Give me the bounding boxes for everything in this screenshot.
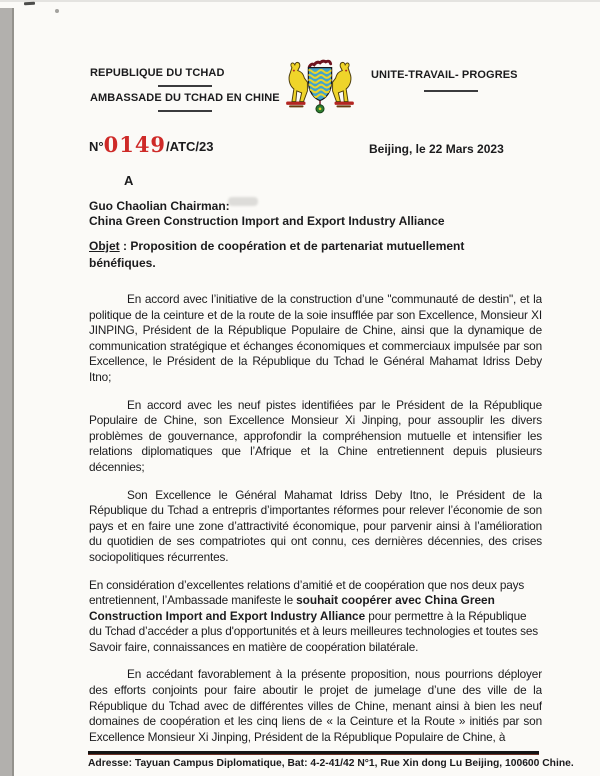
recipient-block bbox=[89, 199, 445, 229]
national-motto: UNITE-TRAVAIL- PROGRES bbox=[371, 69, 518, 81]
scan-top-edge bbox=[0, 0, 600, 2]
letter-body bbox=[89, 292, 542, 752]
paragraph-4-lead: En considération d’excellentes relations d’amitié et de coopération que nos deux pays entretiennent, l’Ambassade manifeste le bbox=[89, 577, 525, 608]
salutation: A bbox=[124, 173, 134, 188]
recipient-name: Guo Chaolian Chairman: bbox=[89, 199, 230, 213]
divider bbox=[158, 85, 212, 87]
footer-divider bbox=[88, 751, 539, 755]
paragraph-4 bbox=[89, 578, 542, 656]
republic-title: REPUBLIQUE DU TCHAD bbox=[90, 67, 225, 79]
paragraph-1: En accord avec l’initiative de la construction d’une "communauté de destin", et la politique de la ceinture et de la route de la soie insufflée par son Excellence, Monsieur XI JINPING, Président de la République Populaire de Chine, ainsi que la dynamique de communication stratégique et échanges économiques et commerciaux impulsée par son Excellence, le Président de la République du Tchad le Général Mahamat Idriss Deby Itno; bbox=[89, 292, 542, 384]
reference-suffix: /ATC/23 bbox=[166, 139, 214, 154]
reference-number bbox=[89, 132, 214, 157]
paragraph-4-tail: pour permettre à la République du Tchad d’accéder a plus d'opportunités et à leurs meilleures technologies et toutes ses Savoir faire, connaissances en matière de coopération bilatérale. bbox=[89, 608, 539, 654]
footer-address: Adresse: Tayuan Campus Diplomatique, Bat: 4-2-41/42 N°1, Rue Xin dong Lu Beijing, 100600 Chine. bbox=[88, 758, 574, 769]
date-line: Beijing, le 22 Mars 2023 bbox=[369, 142, 504, 156]
letterhead-right bbox=[371, 69, 531, 92]
subject-line bbox=[89, 238, 525, 272]
paragraph-5: En accédant favorablement à la présente proposition, nous pourrions déployer des efforts conjoints pour faire aboutir le projet de jumelage d’une des ville de la République du Tchad avec de différentes villes de Chine, menant ainsi à bien les neuf domaines de coopération et les cinq liens de « la Ceinture et la Route » initiés par son Excellence Monsieur Xi Jinping, Président de la République Populaire de Chine, à bbox=[89, 667, 542, 744]
paragraph-2: En accord avec les neuf pistes identifiées par le Président de la République Populaire de Chine, son Excellence Monsieur Xi Jinping, pour assouplir les divers problèmes de gouvernance, approfondir la compréhension mutuelle et intensifier les relations diplomatiques que l’Afrique et la Chine entretiennent depuis plusieurs décennies; bbox=[89, 397, 542, 474]
embassy-title: AMBASSADE DU TCHAD EN CHINE bbox=[90, 92, 280, 104]
reference-prefix: N° bbox=[89, 139, 104, 154]
subject-text: : Proposition de coopération et de partenariat mutuellement bénéfiques. bbox=[89, 239, 465, 270]
paragraph-4-emphasis: souhait coopérer avec China Green Construction Import and Export Industry Alliance bbox=[89, 593, 495, 623]
letterhead-left bbox=[90, 67, 280, 117]
scan-artifact-mark bbox=[24, 2, 35, 6]
paragraph-3: Son Excellence le Général Mahamat Idriss Deby Itno, le Président de la République du Tchad a entrepris d’importantes réformes pour relever l’économie de son pays et en faire une zone d’attractivité économique, pour parvenir ainsi à l’amélioration du quotidien de ses compatriotes qui ont connu, ces dernières décennies, des crises sociopolitiques récurrentes. bbox=[89, 487, 542, 564]
subject-label: Objet bbox=[89, 239, 120, 253]
scan-left-edge bbox=[0, 8, 14, 776]
scan-artifact-mark bbox=[55, 9, 59, 13]
chad-coat-of-arms-icon bbox=[283, 58, 357, 118]
reference-stamped-number: 0149 bbox=[103, 132, 167, 157]
recipient-organization: China Green Construction Import and Export Industry Alliance bbox=[89, 214, 445, 228]
divider bbox=[424, 90, 478, 92]
divider bbox=[158, 110, 212, 112]
